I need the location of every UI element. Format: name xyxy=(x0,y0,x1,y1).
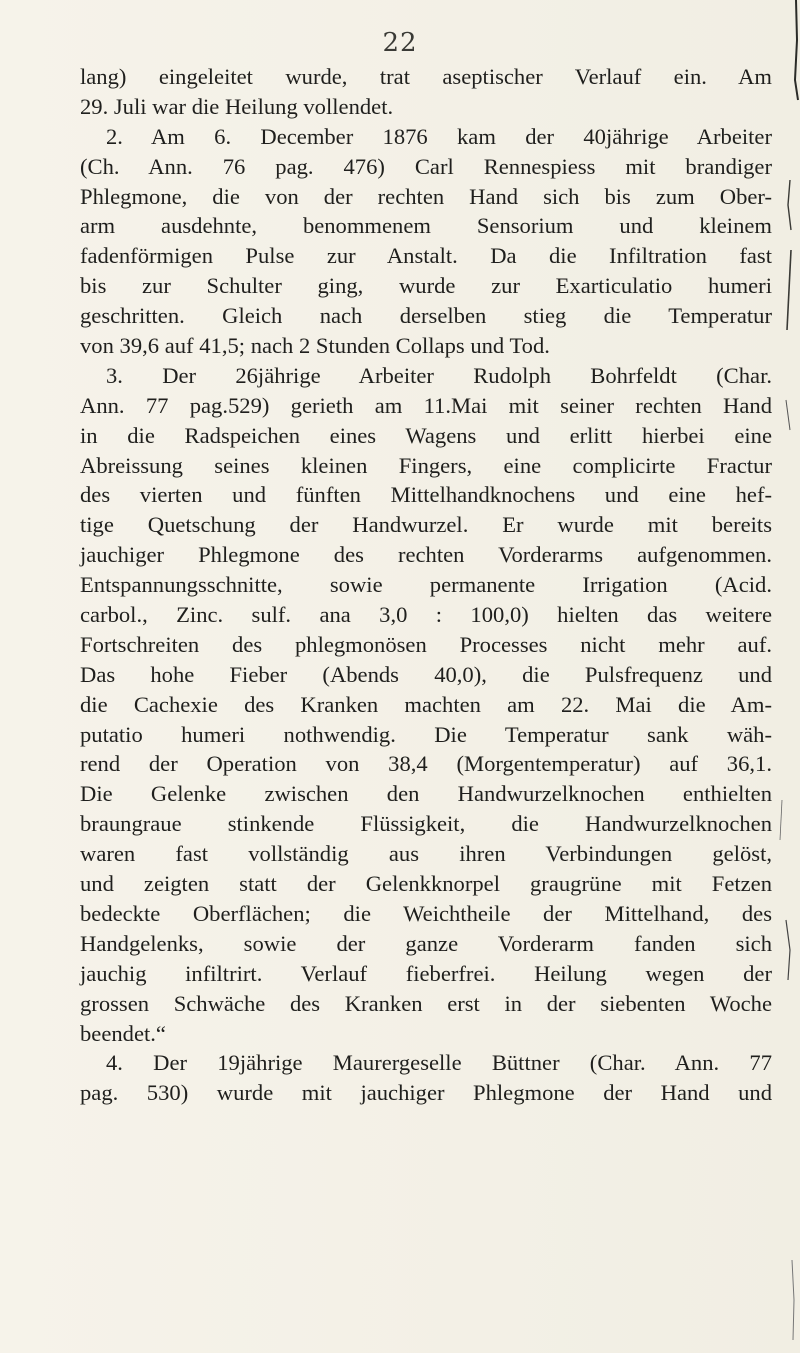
text-line: Entspannungsschnitte, sowie permanente Irrigation (Acid. xyxy=(80,572,772,598)
text-line: geschritten. Gleich nach derselben stieg die Temperatur xyxy=(80,303,772,329)
text-line: von 39,6 auf 41,5; nach 2 Stunden Collaps und Tod. xyxy=(80,333,550,359)
text-line: Fortschreiten des phlegmonösen Processes nicht mehr auf. xyxy=(80,631,772,657)
text-line: jauchig infiltrirt. Verlauf fieberfrei. Heilung wegen der xyxy=(80,960,772,986)
text-line: 29. Juli war die Heilung vollendet. xyxy=(80,93,394,119)
text-line: rend der Operation von 38,4 (Morgentemperatur) auf 36,1. xyxy=(80,751,772,777)
text-line: in die Radspeichen eines Wagens und erlitt hierbei eine xyxy=(80,422,772,448)
text-line: arm ausdehnte, benommenem Sensorium und kleinem xyxy=(80,213,772,239)
text-line: lang) eingeleitet wurde, trat aseptischer Verlauf ein. Am xyxy=(80,64,772,89)
text-line: des vierten und fünften Mittelhandknochens und eine hef- xyxy=(80,482,772,508)
text-line: Abreissung seines kleinen Fingers, eine complicirte Fractur xyxy=(80,452,772,478)
text-line: Phlegmone, die von der rechten Hand sich bis zum Ober- xyxy=(80,183,772,209)
text-line: grossen Schwäche des Kranken erst in der siebenten Woche xyxy=(80,990,772,1016)
text-line: putatio humeri nothwendig. Die Temperatur sank wäh- xyxy=(80,721,772,747)
text-line: 3. Der 26jährige Arbeiter Rudolph Bohrfeldt (Char. xyxy=(106,362,772,388)
text-line: und zeigten statt der Gelenkknorpel graugrüne mit Fetzen xyxy=(80,871,772,897)
text-line: Ann. 77 pag.529) gerieth am 11.Mai mit seiner rechten Hand xyxy=(80,392,772,418)
text-line: 2. Am 6. December 1876 kam der 40jährige Arbeiter xyxy=(106,123,772,149)
text-line: Die Gelenke zwischen den Handwurzelknochen enthielten xyxy=(80,781,772,807)
text-line: 4. Der 19jährige Maurergeselle Büttner (Char. Ann. 77 xyxy=(106,1050,772,1076)
text-line: bis zur Schulter ging, wurde zur Exarticulatio humeri xyxy=(80,273,772,299)
text-line: braungraue stinkende Flüssigkeit, die Handwurzelknochen xyxy=(80,811,772,837)
text-line: beendet.“ xyxy=(80,1020,166,1046)
text-line: fadenförmigen Pulse zur Anstalt. Da die Infiltration fast xyxy=(80,243,772,269)
page-edge-marks xyxy=(778,0,800,1353)
text-line: bedeckte Oberflächen; die Weichtheile der Mittelhand, des xyxy=(80,900,772,926)
text-line: waren fast vollständig aus ihren Verbindungen gelöst, xyxy=(80,841,772,867)
text-line: jauchiger Phlegmone des rechten Vorderarms aufgenommen. xyxy=(80,542,772,568)
text-line: carbol., Zinc. sulf. ana 3,0 : 100,0) hielten das weitere xyxy=(80,602,772,628)
text-line: Handgelenks, sowie der ganze Vorderarm fanden sich xyxy=(80,930,772,956)
text-line: Das hohe Fieber (Abends 40,0), die Pulsfrequenz und xyxy=(80,661,772,687)
body-text xyxy=(80,62,772,1108)
text-line: tige Quetschung der Handwurzel. Er wurde mit bereits xyxy=(80,512,772,538)
text-line: die Cachexie des Kranken machten am 22. Mai die Am- xyxy=(80,691,772,717)
text-line: (Ch. Ann. 76 pag. 476) Carl Rennespiess mit brandiger xyxy=(80,153,772,179)
page-number: 22 xyxy=(382,28,418,58)
text-line: pag. 530) wurde mit jauchiger Phlegmone der Hand und xyxy=(80,1080,772,1106)
